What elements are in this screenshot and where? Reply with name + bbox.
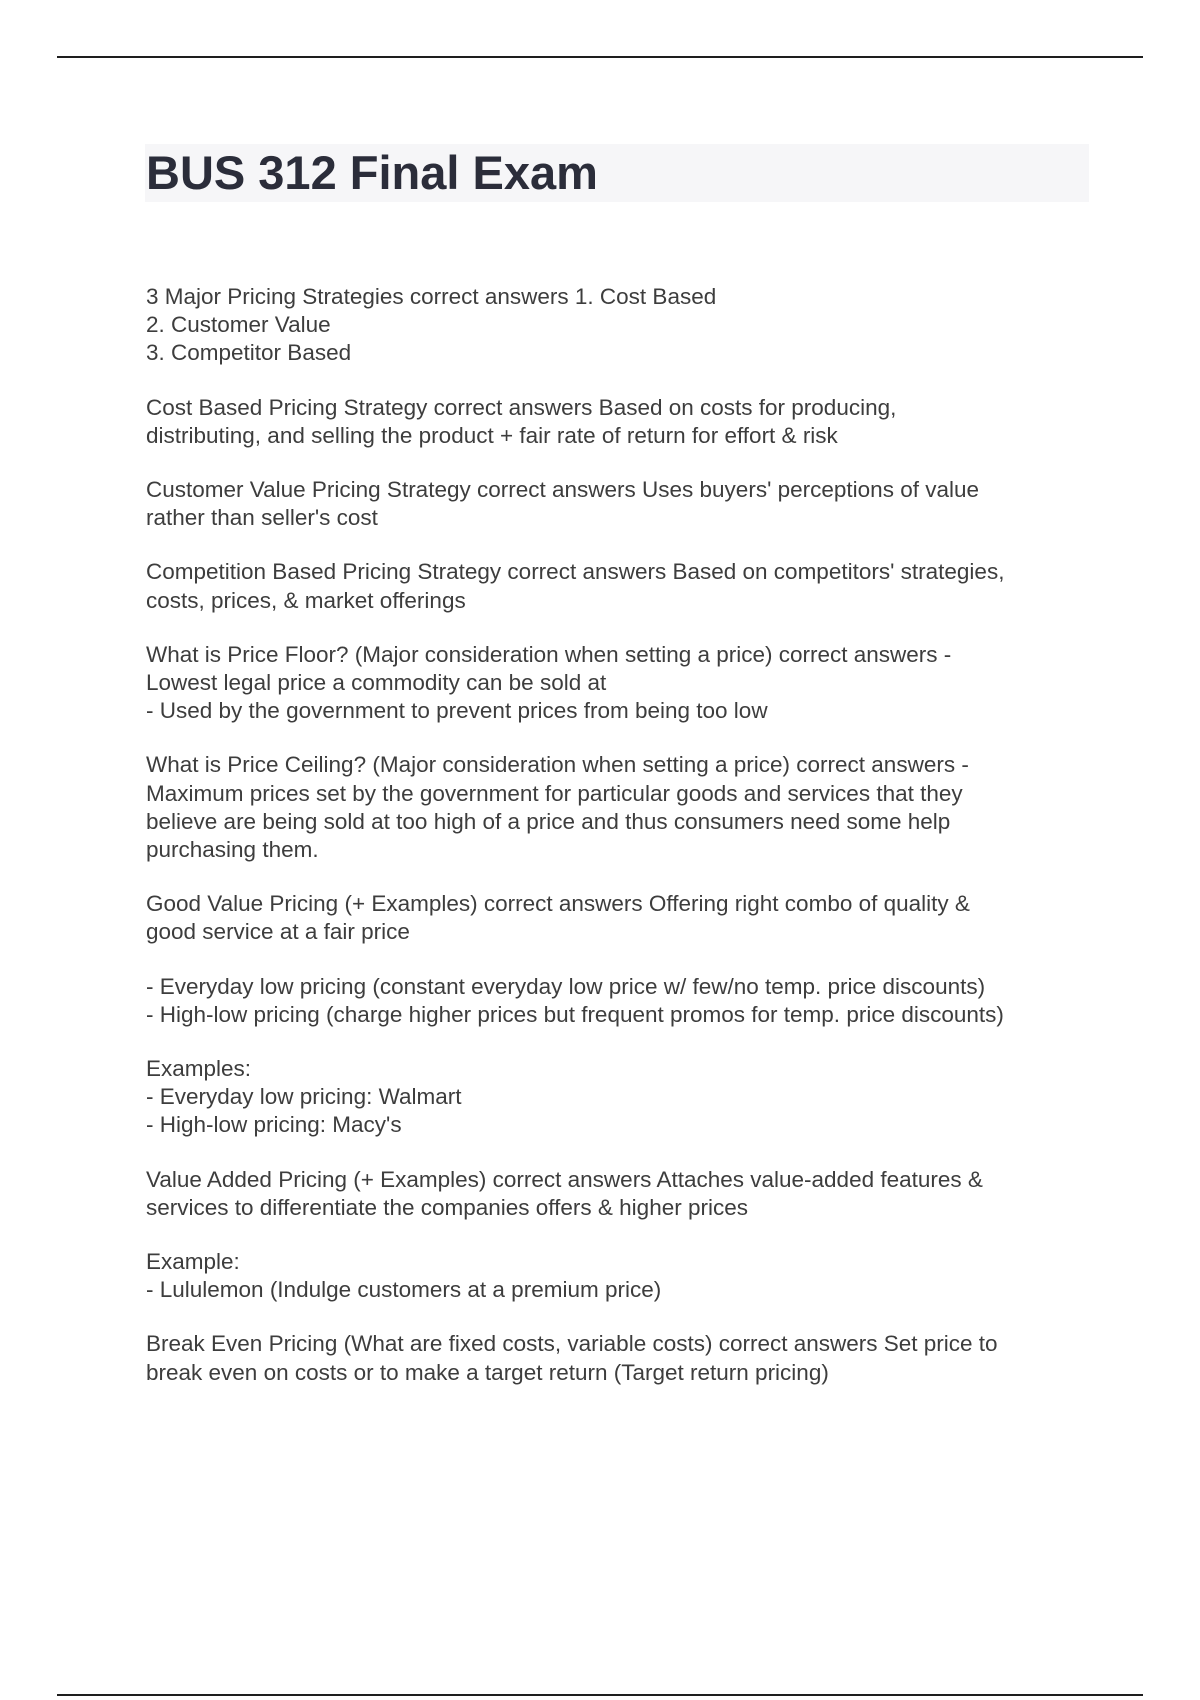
qa-block-break-even — [146, 1330, 1096, 1386]
text-line: break even on costs or to make a target return (Target return pricing) — [146, 1359, 829, 1385]
text-line: 3. Competitor Based — [146, 340, 352, 366]
document-body — [146, 283, 1096, 1413]
bottom-rule — [57, 1694, 1143, 1696]
text-line: - Everyday low pricing (constant everyday low price w/ few/no temp. price discounts) — [146, 973, 986, 999]
text-line: Cost Based Pricing Strategy correct answers Based on costs for producing, — [146, 394, 897, 420]
text-line: rather than seller's cost — [146, 505, 378, 531]
qa-block-cost-based — [146, 394, 1096, 450]
text-line: believe are being sold at too high of a price and thus consumers need some help — [146, 808, 951, 834]
text-line: Maximum prices set by the government for particular goods and services that they — [146, 780, 963, 806]
qa-block-good-value-examples — [146, 1055, 1096, 1140]
text-line: good service at a fair price — [146, 919, 410, 945]
text-line: Customer Value Pricing Strategy correct answers Uses buyers' perceptions of value — [146, 477, 979, 503]
text-line: Good Value Pricing (+ Examples) correct answers Offering right combo of quality & — [146, 891, 970, 917]
top-rule — [57, 56, 1143, 58]
text-line: - Used by the government to prevent prices from being too low — [146, 698, 768, 724]
text-line: purchasing them. — [146, 837, 319, 863]
text-line: What is Price Ceiling? (Major consideration when setting a price) correct answers - — [146, 752, 969, 778]
qa-block-value-added-example — [146, 1248, 1096, 1304]
page-title: BUS 312 Final Exam — [146, 146, 598, 199]
text-line: distributing, and selling the product + fair rate of return for effort & risk — [146, 422, 838, 448]
qa-block-pricing-strategies — [146, 283, 1096, 368]
qa-block-customer-value — [146, 476, 1096, 532]
text-line: Break Even Pricing (What are fixed costs, variable costs) correct answers Set price to — [146, 1331, 998, 1357]
text-line: costs, prices, & market offerings — [146, 587, 466, 613]
text-line: What is Price Floor? (Major consideration when setting a price) correct answers - — [146, 641, 952, 667]
text-line: Competition Based Pricing Strategy correct answers Based on competitors' strategies, — [146, 559, 1005, 585]
text-line: Examples: — [146, 1056, 252, 1082]
qa-block-value-added — [146, 1166, 1096, 1222]
text-line: - Everyday low pricing: Walmart — [146, 1084, 462, 1110]
text-line: Lowest legal price a commodity can be sold at — [146, 670, 607, 696]
text-line: services to differentiate the companies offers & higher prices — [146, 1194, 748, 1220]
qa-block-competition-based — [146, 558, 1096, 614]
text-line: 2. Customer Value — [146, 312, 331, 338]
text-line: - High-low pricing (charge higher prices but frequent promos for temp. price discounts) — [146, 1001, 1004, 1027]
text-line: - Lululemon (Indulge customers at a premium price) — [146, 1277, 662, 1303]
text-line: 3 Major Pricing Strategies correct answers 1. Cost Based — [146, 284, 717, 309]
qa-block-price-floor — [146, 641, 1096, 726]
qa-block-good-value — [146, 890, 1096, 946]
text-line: Example: — [146, 1249, 240, 1275]
qa-block-price-ceiling — [146, 751, 1096, 864]
text-line: - High-low pricing: Macy's — [146, 1112, 402, 1138]
qa-block-good-value-types — [146, 973, 1096, 1029]
text-line: Value Added Pricing (+ Examples) correct answers Attaches value-added features & — [146, 1166, 983, 1192]
